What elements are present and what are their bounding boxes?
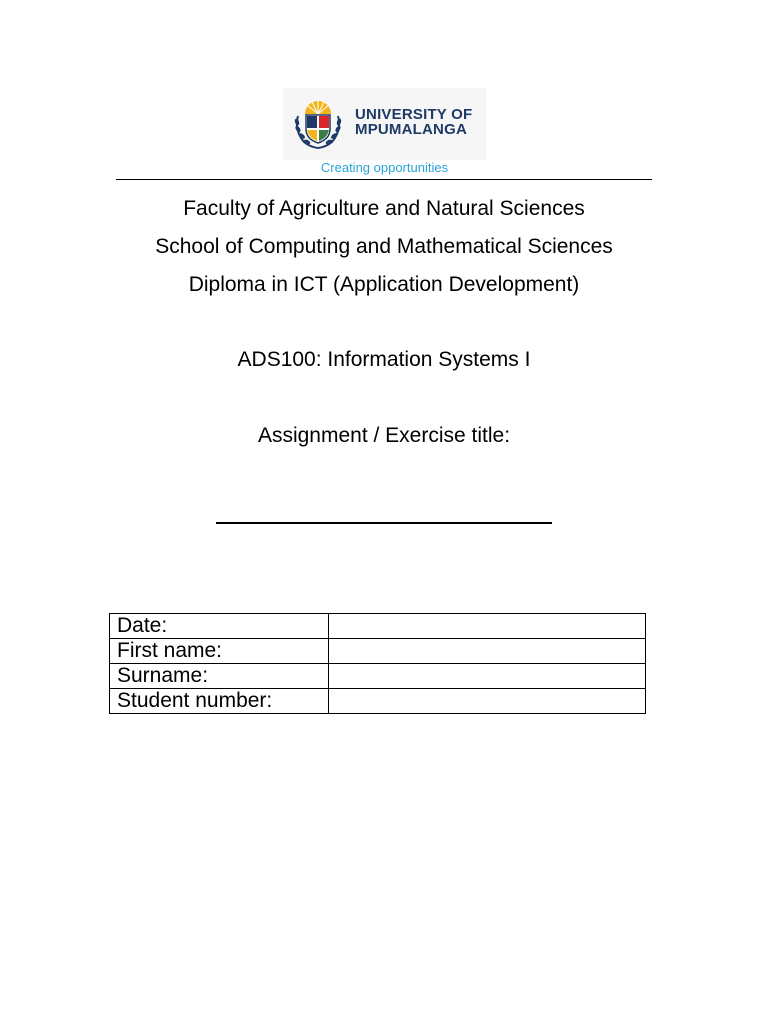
logo-tagline: Creating opportunities: [320, 160, 449, 175]
surname-label: Surname:: [110, 664, 329, 689]
student-info-table: [109, 613, 646, 714]
first-name-field[interactable]: [328, 639, 645, 664]
table-row: [110, 664, 646, 689]
student-number-field[interactable]: [328, 689, 645, 714]
table-row: [110, 639, 646, 664]
logo-line-2: MPUMALANGA: [355, 121, 467, 138]
crest-icon: [292, 96, 344, 150]
first-name-label: First name:: [110, 639, 329, 664]
surname-field[interactable]: [328, 664, 645, 689]
assignment-title-line[interactable]: [216, 522, 552, 524]
assignment-title-label: Assignment / Exercise title:: [257, 424, 511, 447]
course-title: ADS100: Information Systems I: [237, 348, 531, 371]
student-number-label: Student number:: [110, 689, 329, 714]
faculty-heading: Faculty of Agriculture and Natural Sciences: [183, 197, 585, 220]
school-heading: School of Computing and Mathematical Sciences: [155, 235, 613, 258]
table-row: [110, 689, 646, 714]
logo-line-1: UNIVERSITY OF: [355, 106, 473, 123]
table-row: [110, 614, 646, 639]
diploma-heading: Diploma in ICT (Application Development): [188, 273, 580, 296]
header-divider: [116, 179, 652, 180]
university-logo: [283, 88, 486, 160]
logo-wordmark: [355, 107, 472, 137]
date-field[interactable]: [328, 614, 645, 639]
date-label: Date:: [110, 614, 329, 639]
